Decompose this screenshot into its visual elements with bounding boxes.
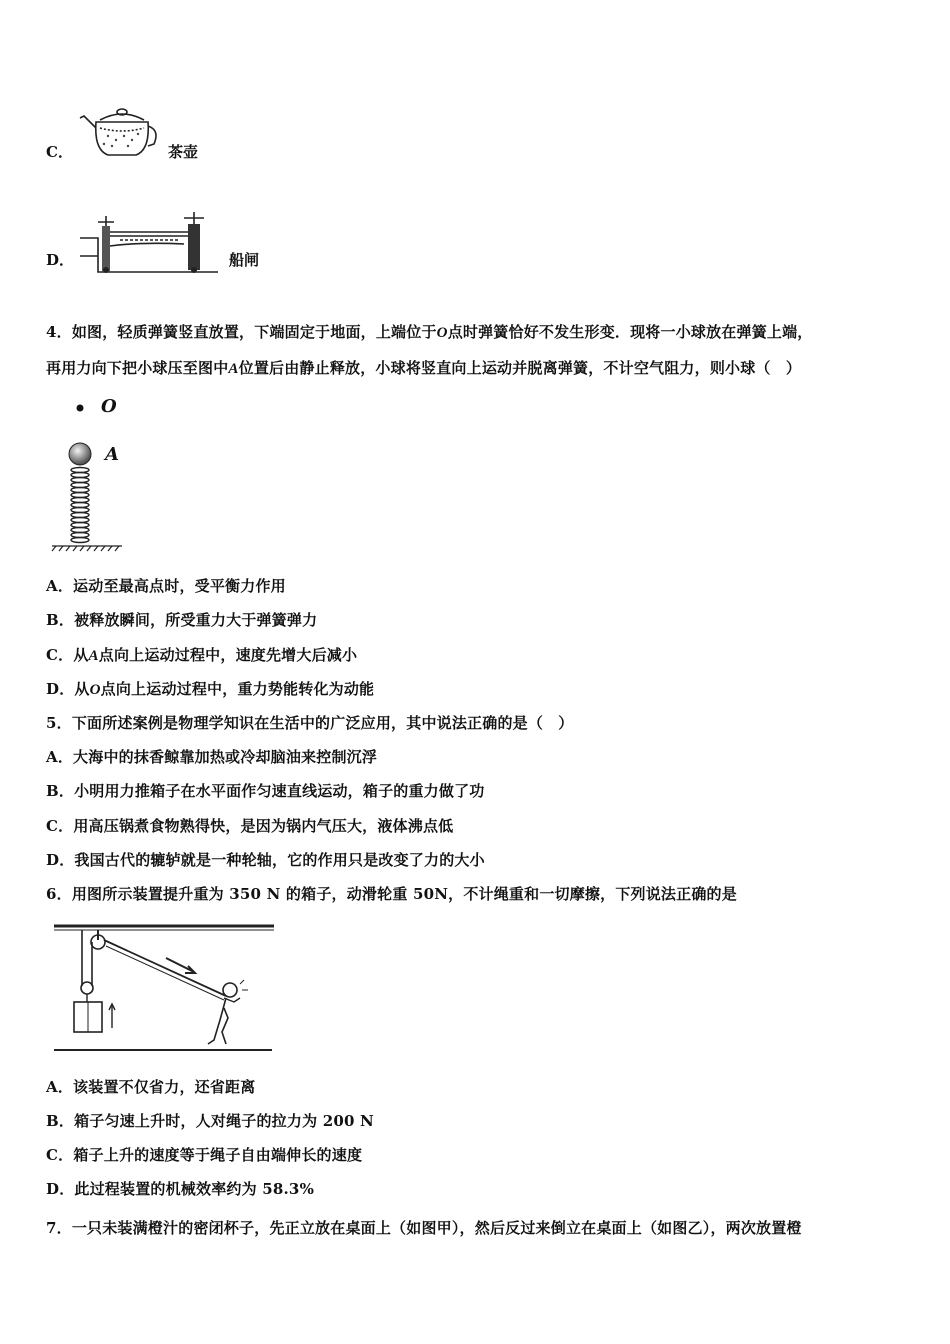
- q4-option-c: C．从A点向上运动过程中，速度先增大后减小: [46, 646, 358, 664]
- ship-lock-icon: [80, 212, 224, 278]
- point-o-marker: [77, 405, 84, 412]
- q4-option-b: B．被释放瞬间，所受重力大于弹簧弹力: [46, 611, 318, 629]
- q4-option-a: A．运动至最高点时，受平衡力作用: [46, 577, 286, 595]
- spring-figure: [50, 392, 140, 552]
- q5-option-a: A．大海中的抹香鲸靠加热或冷却脑油来控制沉浮: [46, 748, 378, 766]
- label-a: A: [105, 444, 119, 465]
- q7-stem: 7．一只未装满橙汁的密闭杯子，先正立放在桌面上（如图甲），然后反过来倒立在桌面上（如图乙），两次放置橙: [46, 1219, 802, 1237]
- q6-option-b: B．箱子匀速上升时，人对绳子的拉力为 200 N: [46, 1112, 374, 1130]
- option-c-caption: 茶壶: [168, 143, 199, 161]
- q6-stem: 6．用图所示装置提升重为 350 N 的箱子，动滑轮重 50N，不计绳重和一切摩擦，下列说法正确的是: [46, 885, 737, 903]
- option-d-label: D．: [46, 251, 75, 269]
- q4-stem-line2: 再用力向下把小球压至图中A位置后由静止释放，小球将竖直向上运动并脱离弹簧，不计空气阻力，则小球（ ）: [46, 359, 802, 377]
- spring-coil: [71, 468, 89, 543]
- q5-option-b: B．小明用力推箱子在水平面作匀速直线运动，箱子的重力做了功: [46, 782, 485, 800]
- option-d-caption: 船闸: [229, 251, 260, 269]
- q4-option-d: D．从O点向上运动过程中，重力势能转化为动能: [46, 680, 375, 698]
- pulley-figure: [54, 918, 276, 1058]
- ground-hatch: [52, 546, 122, 551]
- teapot-icon: [78, 100, 160, 160]
- q6-option-c: C．箱子上升的速度等于绳子自由端伸长的速度: [46, 1146, 363, 1164]
- q5-option-d: D．我国古代的辘轳就是一种轮轴，它的作用只是改变了力的大小: [46, 851, 485, 869]
- ball-icon: [69, 443, 91, 465]
- label-o: O: [101, 396, 117, 417]
- q6-option-d: D．此过程装置的机械效率约为 58.3%: [46, 1180, 315, 1198]
- q6-option-a: A．该装置不仅省力，还省距离: [46, 1078, 256, 1096]
- q5-stem: 5．下面所述案例是物理学知识在生活中的广泛应用，其中说法正确的是（ ）: [46, 714, 574, 732]
- option-c-label: C．: [46, 143, 73, 161]
- q4-stem-line1: 4．如图，轻质弹簧竖直放置，下端固定于地面，上端位于O点时弹簧恰好不发生形变．现将一小球放在弹簧上端，: [46, 323, 813, 341]
- q5-option-c: C．用高压锅煮食物熟得快，是因为锅内气压大，液体沸点低: [46, 817, 454, 835]
